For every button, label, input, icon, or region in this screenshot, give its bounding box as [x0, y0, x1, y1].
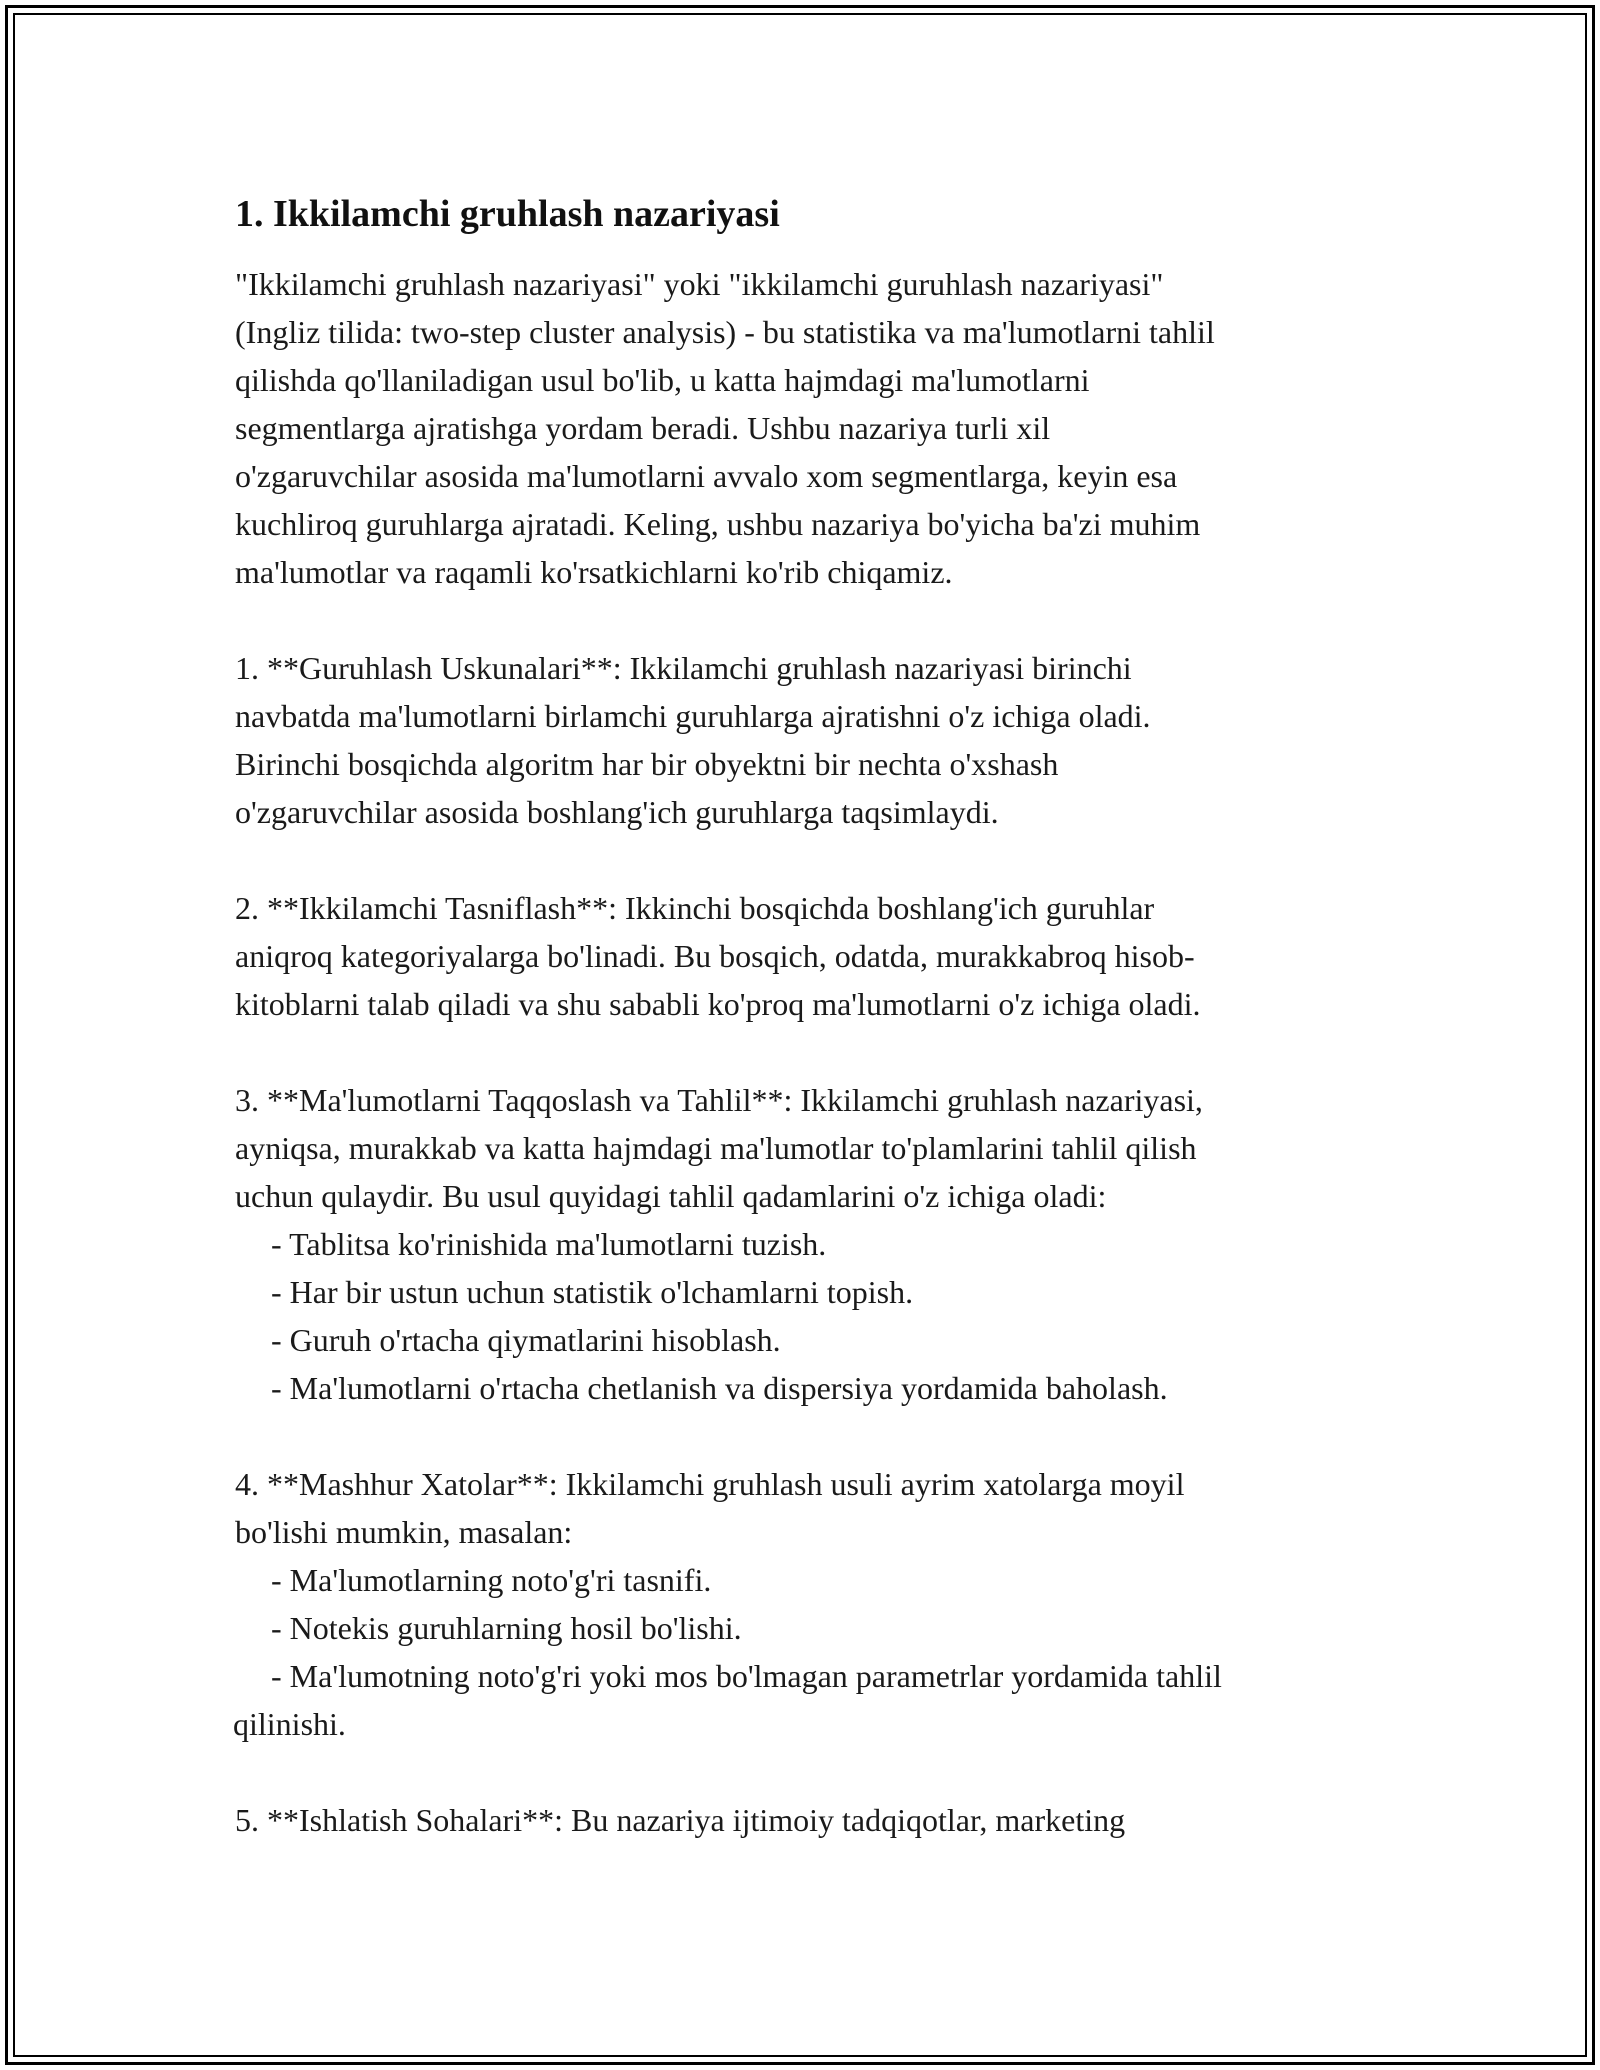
list-item-1: [235, 644, 1435, 836]
paragraph-gap: [235, 836, 1435, 884]
text-line: o'zgaruvchilar asosida boshlang'ich guruhlarga taqsimlaydi.: [235, 794, 999, 830]
bullet-line: - Tablitsa ko'rinishida ma'lumotlarni tuzish.: [271, 1226, 827, 1262]
text-line: uchun qulaydir. Bu usul quyidagi tahlil qadamlarini o'z ichiga oladi:: [235, 1178, 1107, 1214]
intro-paragraph: [235, 260, 1435, 596]
text-line: navbatda ma'lumotlarni birlamchi guruhlarga ajratishni o'z ichiga oladi.: [235, 698, 1151, 734]
text-line: 4. **Mashhur Xatolar**: Ikkilamchi gruhlash usuli ayrim xatolarga moyil: [235, 1466, 1185, 1502]
list-item-2: [235, 884, 1435, 1028]
text-line: o'zgaruvchilar asosida ma'lumotlarni avvalo xom segmentlarga, keyin esa: [235, 458, 1178, 494]
text-line: "Ikkilamchi gruhlash nazariyasi" yoki "ikkilamchi guruhlash nazariyasi": [235, 266, 1164, 302]
paragraph-gap: [235, 1028, 1435, 1076]
paragraph-gap: [235, 1412, 1435, 1460]
list-item-4: [235, 1460, 1435, 1748]
text-line: qilinishi.: [233, 1706, 346, 1742]
text-line: ayniqsa, murakkab va katta hajmdagi ma'lumotlar to'plamlarini tahlil qilish: [235, 1130, 1197, 1166]
text-line: (Ingliz tilida: two-step cluster analysis) - bu statistika va ma'lumotlarni tahlil: [235, 314, 1215, 350]
text-line: aniqroq kategoriyalarga bo'linadi. Bu bosqich, odatda, murakkabroq hisob-: [235, 938, 1195, 974]
document-body: [235, 188, 1435, 1844]
list-item-5: [235, 1796, 1435, 1844]
bullet-line: - Guruh o'rtacha qiymatlarini hisoblash.: [271, 1322, 781, 1358]
bullet-line: - Notekis guruhlarning hosil bo'lishi.: [271, 1610, 742, 1646]
text-line: 2. **Ikkilamchi Tasniflash**: Ikkinchi bosqichda boshlang'ich guruhlar: [235, 890, 1155, 926]
bullet-line: - Ma'lumotlarni o'rtacha chetlanish va dispersiya yordamida baholash.: [271, 1370, 1168, 1406]
text-line: Birinchi bosqichda algoritm har bir obyektni bir nechta o'xshash: [235, 746, 1059, 782]
text-line: kuchliroq guruhlarga ajratadi. Keling, ushbu nazariya bo'yicha ba'zi muhim: [235, 506, 1201, 542]
bullet-line: - Ma'lumotlarning noto'g'ri tasnifi.: [271, 1562, 712, 1598]
text-line: 1. **Guruhlash Uskunalari**: Ikkilamchi gruhlash nazariyasi birinchi: [235, 650, 1132, 686]
text-line: kitoblarni talab qiladi va shu sababli ko'proq ma'lumotlarni o'z ichiga oladi.: [235, 986, 1201, 1022]
text-line: segmentlarga ajratishga yordam beradi. Ushbu nazariya turli xil: [235, 410, 1051, 446]
text-line: bo'lishi mumkin, masalan:: [235, 1514, 573, 1550]
bullet-line: - Har bir ustun uchun statistik o'lchamlarni topish.: [271, 1274, 914, 1310]
document-title: 1. Ikkilamchi gruhlash nazariyasi: [235, 193, 780, 235]
list-item-3: [235, 1076, 1435, 1412]
paragraph-gap: [235, 596, 1435, 644]
text-line: 5. **Ishlatish Sohalari**: Bu nazariya ijtimoiy tadqiqotlar, marketing: [235, 1802, 1126, 1838]
text-line: qilishda qo'llaniladigan usul bo'lib, u katta hajmdagi ma'lumotlarni: [235, 362, 1090, 398]
text-line: 3. **Ma'lumotlarni Taqqoslash va Tahlil**: Ikkilamchi gruhlash nazariyasi,: [235, 1082, 1203, 1118]
text-line: ma'lumotlar va raqamli ko'rsatkichlarni ko'rib chiqamiz.: [235, 554, 953, 590]
paragraph-gap: [235, 1748, 1435, 1796]
bullet-line: - Ma'lumotning noto'g'ri yoki mos bo'lmagan parametrlar yordamida tahlil: [271, 1658, 1222, 1694]
